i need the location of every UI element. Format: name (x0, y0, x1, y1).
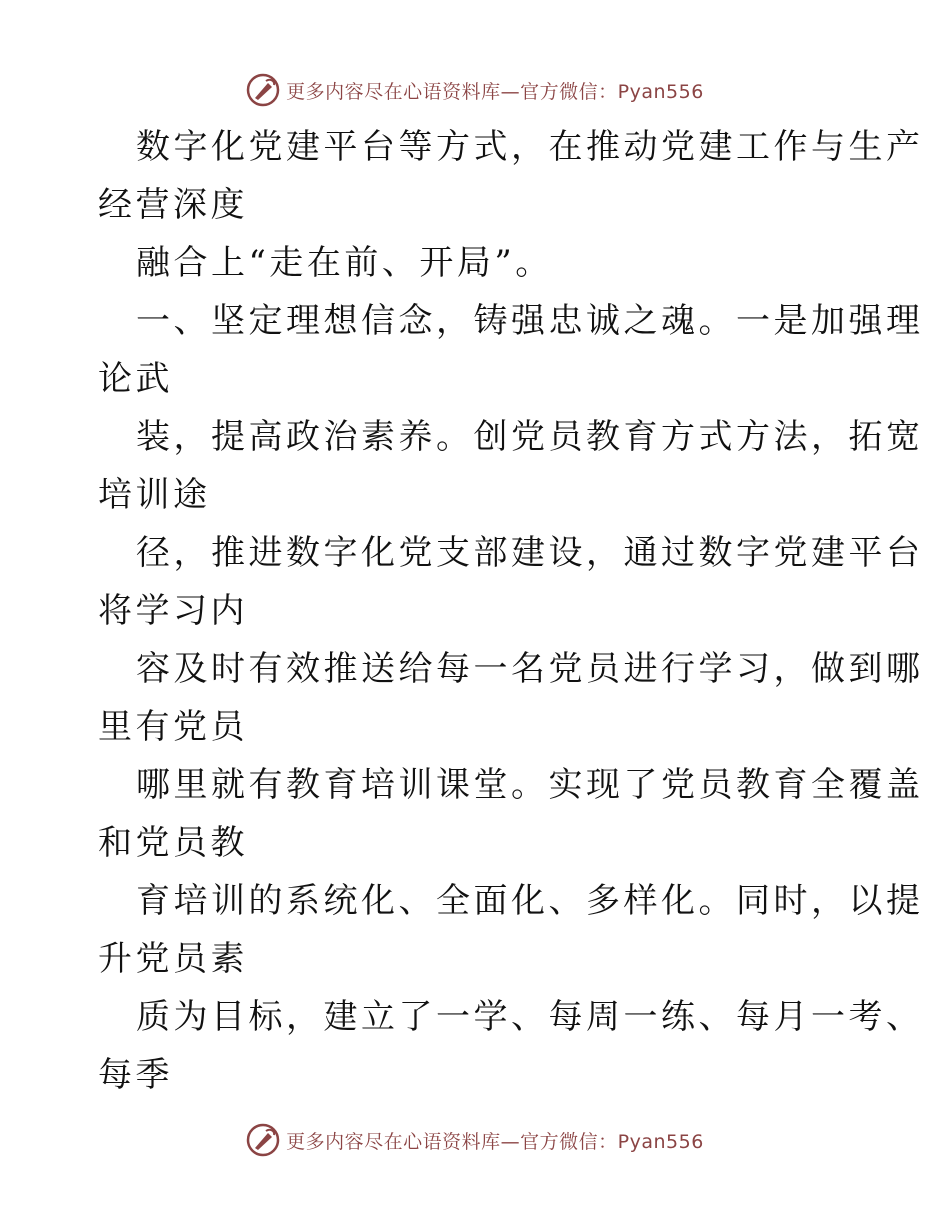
header-watermark (0, 70, 950, 110)
text-line: 将学习内 (98, 591, 248, 631)
pen-nib-logo-icon (246, 1123, 280, 1157)
text-line: 哪里就有教育培训课堂。实现了党员教育全覆盖 (136, 765, 924, 805)
document-body (98, 118, 924, 1104)
text-line: 装，提高政治素养。创党员教育方式方法，拓宽 (136, 417, 924, 457)
watermark-text: 更多内容尽在心语资料库—官方微信：Pyan556 (286, 80, 704, 103)
text-line: 论武 (98, 359, 173, 399)
text-line: 和党员教 (98, 823, 248, 863)
text-line: 育培训的系统化、全面化、多样化。同时，以提 (136, 881, 924, 921)
text-line: 容及时有效推送给每一名党员进行学习，做到哪 (136, 649, 924, 689)
text-line: 升党员素 (98, 939, 248, 979)
text-line: 融合上“走在前、开局”。 (136, 243, 553, 283)
pen-nib-logo-icon (246, 73, 280, 107)
text-line: 里有党员 (98, 707, 248, 747)
text-line: 数字化党建平台等方式，在推动党建工作与生产 (136, 127, 924, 167)
text-line: 一、坚定理想信念，铸强忠诚之魂。一是加强理 (136, 301, 924, 341)
text-line: 经营深度 (98, 185, 248, 225)
text-line: 径，推进数字化党支部建设，通过数字党建平台 (136, 533, 924, 573)
footer-watermark (0, 1120, 950, 1160)
text-line: 质为目标，建立了一学、每周一练、每月一考、 (136, 997, 924, 1037)
text-line: 培训途 (98, 475, 211, 515)
text-line: 每季 (98, 1055, 173, 1095)
watermark-text: 更多内容尽在心语资料库—官方微信：Pyan556 (286, 1130, 704, 1153)
